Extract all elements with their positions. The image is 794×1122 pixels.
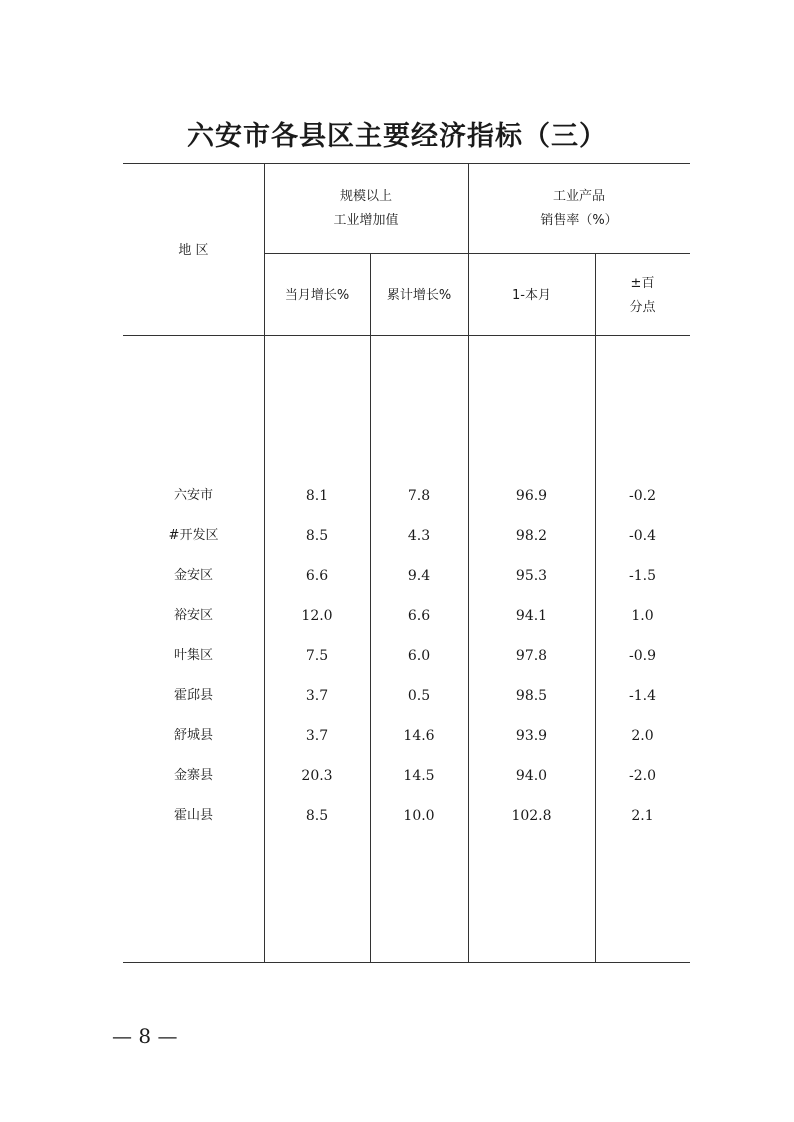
header-year-to-date: 1-本月 (512, 288, 551, 303)
sales-rate-cell: 98.5 (515, 688, 548, 704)
monthly-growth-cell: 8.5 (305, 808, 329, 824)
header-cumulative-growth: 累计增长% (386, 288, 452, 303)
header-group-sales-rate-line2: 销售率（%） (540, 213, 618, 228)
monthly-growth-cell: 8.5 (305, 528, 329, 544)
monthly-growth-cell: 12.0 (301, 608, 333, 624)
sales-rate-cell: 102.8 (511, 808, 552, 824)
region-cell: 裕安区 (173, 608, 213, 623)
header-mid-rule (264, 253, 690, 254)
sales-rate-cell: 94.0 (515, 768, 548, 784)
pp-change-cell: -1.4 (629, 688, 656, 704)
sales-rate-cell: 95.3 (515, 568, 548, 584)
region-cell: 金安区 (173, 568, 213, 583)
region-cell: 金寨县 (173, 768, 213, 783)
table-bottom-rule (123, 962, 690, 963)
region-cell: 六安市 (173, 488, 213, 503)
header-group-sales-rate-line1: 工业产品 (552, 189, 605, 204)
region-cell: 霍邱县 (173, 688, 213, 703)
column-divider (264, 163, 265, 963)
cumulative-growth-cell: 0.5 (407, 688, 431, 704)
table-top-rule (123, 163, 690, 164)
pp-change-cell: 2.1 (631, 808, 654, 824)
sales-rate-cell: 97.8 (515, 648, 548, 664)
region-cell: 叶集区 (173, 648, 213, 663)
monthly-growth-cell: 3.7 (305, 728, 329, 744)
pp-change-cell: 1.0 (631, 608, 654, 624)
region-cell: 舒城县 (173, 728, 213, 743)
header-group-industrial-value-line1: 规模以上 (339, 189, 392, 204)
cumulative-growth-cell: 14.6 (403, 728, 435, 744)
cumulative-growth-cell: 6.0 (407, 648, 431, 664)
monthly-growth-cell: 3.7 (305, 688, 329, 704)
pp-change-cell: -2.0 (629, 768, 656, 784)
cumulative-growth-cell: 10.0 (403, 808, 435, 824)
cumulative-growth-cell: 14.5 (403, 768, 435, 784)
page-number: — 8 — (112, 1024, 178, 1048)
cumulative-growth-cell: 7.8 (407, 488, 431, 504)
header-region: 地 区 (178, 243, 209, 258)
monthly-growth-cell: 8.1 (305, 488, 329, 504)
header-bottom-rule (123, 335, 690, 336)
header-group-sales-rate (468, 185, 690, 233)
cumulative-growth-cell: 4.3 (407, 528, 431, 544)
pp-change-cell: -1.5 (629, 568, 656, 584)
monthly-growth-cell: 7.5 (305, 648, 329, 664)
column-divider (468, 163, 469, 963)
sales-rate-cell: 93.9 (515, 728, 548, 744)
pp-change-cell: -0.4 (629, 528, 656, 544)
cumulative-growth-cell: 6.6 (407, 608, 431, 624)
page-title: 六安市各县区主要经济指标（三） (187, 121, 607, 152)
cumulative-growth-cell: 9.4 (407, 568, 431, 584)
monthly-growth-cell: 6.6 (305, 568, 329, 584)
pp-change-cell: -0.9 (629, 648, 656, 664)
region-cell: 霍山县 (173, 808, 213, 823)
sales-rate-cell: 98.2 (515, 528, 548, 544)
header-monthly-growth: 当月增长% (284, 288, 350, 303)
header-percentage-point-change (595, 272, 690, 320)
sales-rate-cell: 96.9 (515, 488, 548, 504)
pp-change-cell: 2.0 (631, 728, 654, 744)
header-pp-line2: 分点 (629, 300, 656, 315)
sales-rate-cell: 94.1 (515, 608, 548, 624)
pp-change-cell: -0.2 (629, 488, 656, 504)
header-pp-line1: ±百 (630, 276, 655, 291)
header-group-industrial-value-line2: 工业增加值 (333, 213, 399, 228)
monthly-growth-cell: 20.3 (301, 768, 333, 784)
region-cell: #开发区 (168, 528, 219, 543)
header-group-industrial-value (264, 185, 468, 233)
